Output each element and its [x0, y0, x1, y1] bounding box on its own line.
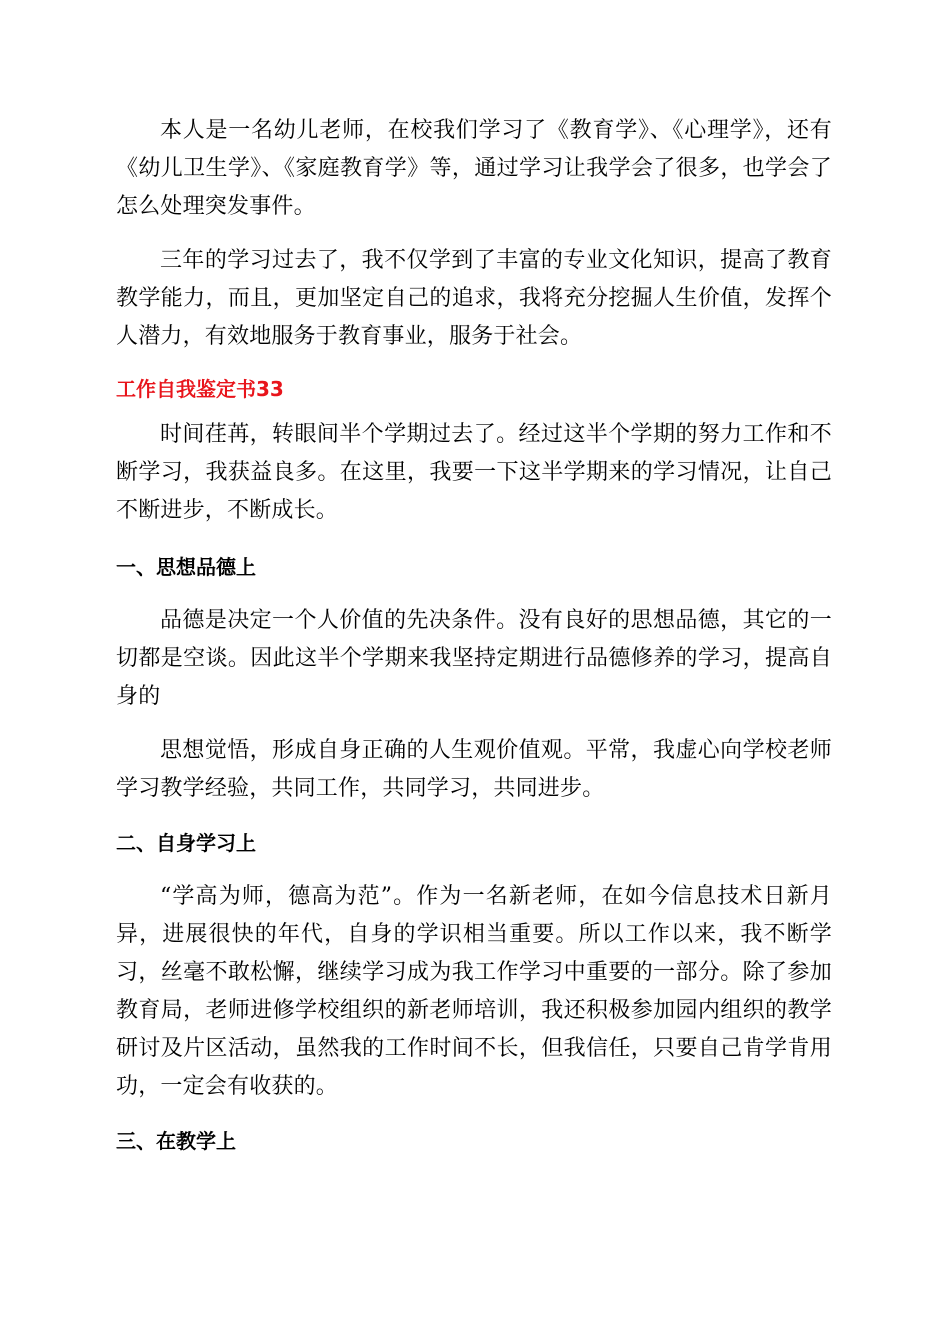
- section-heading-learning: 二、自身学习上: [116, 831, 256, 855]
- paragraph-ethics-1: 品德是决定一个人价值的先决条件。没有良好的思想品德，其它的一切都是空谈。因此这半个学期来我坚持定期进行品德修养的学习，提高自身的: [116, 608, 832, 709]
- paragraph-ethics-2: 思想觉悟，形成自身正确的人生观价值观。平常，我虚心向学校老师学习教学经验，共同工作，共同学习，共同进步。: [116, 738, 832, 801]
- paragraph-opening: 时间荏苒，转眼间半个学期过去了。经过这半个学期的努力工作和不断学习，我获益良多。在这里，我要一下这半学期来的学习情况，让自己不断进步，不断成长。: [116, 422, 832, 523]
- section-heading-teaching: 三、在教学上: [116, 1129, 236, 1153]
- section-heading-ethics: 一、思想品德上: [116, 555, 256, 579]
- paragraph-summary: 三年的学习过去了，我不仅学到了丰富的专业文化知识，提高了教育教学能力，而且，更加坚定自己的追求，我将充分挖掘人生价值，发挥个人潜力，有效地服务于教育事业，服务于社会。: [116, 248, 832, 349]
- paragraph-learning: “学高为师，德高为范”。作为一名新老师，在如今信息技术日新月异，进展很快的年代，自身的学识相当重要。所以工作以来，我不断学习，丝毫不敢松懈，继续学习成为我工作学习中重要的一部分。除了参加教育局，老师进修学校组织的新老师培训，我还积极参加园内组织的教学研讨及片区活动，虽然我的工作时间不长，但我信任，只要自己肯学肯用功，一定会有收获的。: [116, 884, 832, 1099]
- paragraph-intro: 本人是一名幼儿老师，在校我们学习了《教育学》、《心理学》，还有《幼儿卫生学》、《家庭教育学》等，通过学习让我学会了很多，也学会了怎么处理突发事件。: [116, 118, 832, 219]
- document-title: 工作自我鉴定书33: [116, 377, 284, 401]
